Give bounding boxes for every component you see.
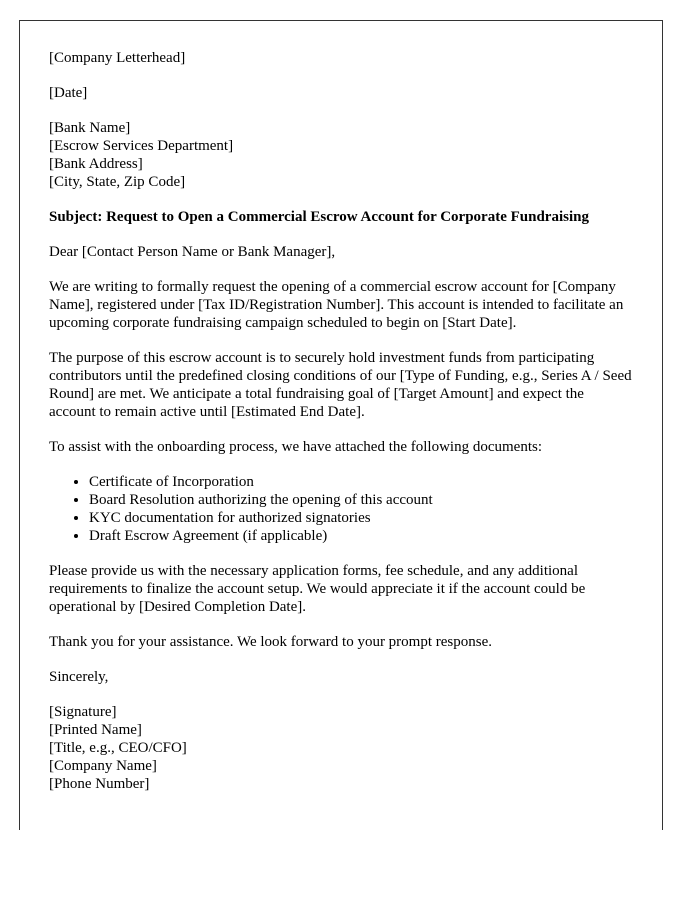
documents-list xyxy=(49,473,633,545)
subject-line: Subject: Request to Open a Commercial Escrow Account for Corporate Fundraising xyxy=(49,209,589,225)
list-item: • Certificate of Incorporation xyxy=(89,473,633,491)
date: [Date] xyxy=(49,85,88,101)
signature: [Signature] xyxy=(49,704,117,720)
signoff: Sincerely, xyxy=(49,669,109,685)
title: [Title, e.g., CEO/CFO] xyxy=(49,740,187,756)
list-item: • Draft Escrow Agreement (if applicable) xyxy=(89,527,633,545)
printed-name: [Printed Name] xyxy=(49,722,142,738)
salutation: Dear [Contact Person Name or Bank Manager], xyxy=(49,244,336,260)
letter-page xyxy=(19,20,663,830)
body-paragraph: Please provide us with the necessary application forms, fee schedule, and any additional requirements to finalize the account setup. We would appreciate it if the account could be operational by [Desired Completion Date]. xyxy=(49,563,586,615)
list-item: • KYC documentation for authorized signatories xyxy=(89,509,633,527)
list-item: • Board Resolution authorizing the opening of this account xyxy=(89,491,633,509)
recipient-address xyxy=(49,119,633,191)
bank-address: [Bank Address] xyxy=(49,156,143,172)
city-state-zip: [City, State, Zip Code] xyxy=(49,174,186,190)
body-paragraph: Thank you for your assistance. We look forward to your prompt response. xyxy=(49,634,492,650)
bank-name: [Bank Name] xyxy=(49,120,131,136)
company-name: [Company Name] xyxy=(49,758,157,774)
phone-number: [Phone Number] xyxy=(49,776,150,792)
body-paragraph: To assist with the onboarding process, we have attached the following documents: xyxy=(49,439,543,455)
body-paragraph: The purpose of this escrow account is to securely hold investment funds from participating contributors until the predefined closing conditions of our [Type of Funding, e.g., Series A / Seed Round] are met. We anticipate a total fundraising goal of [Target Amount] and expect the account to remain active until [Estimated End Date]. xyxy=(49,350,632,420)
department: [Escrow Services Department] xyxy=(49,138,234,154)
letterhead: [Company Letterhead] xyxy=(49,50,186,66)
signature-block xyxy=(49,703,633,793)
body-paragraph: We are writing to formally request the opening of a commercial escrow account for [Company Name], registered under [Tax ID/Registration Number]. This account is intended to facilitate an upcoming corporate fundraising campaign scheduled to begin on [Start Date]. xyxy=(49,279,624,331)
